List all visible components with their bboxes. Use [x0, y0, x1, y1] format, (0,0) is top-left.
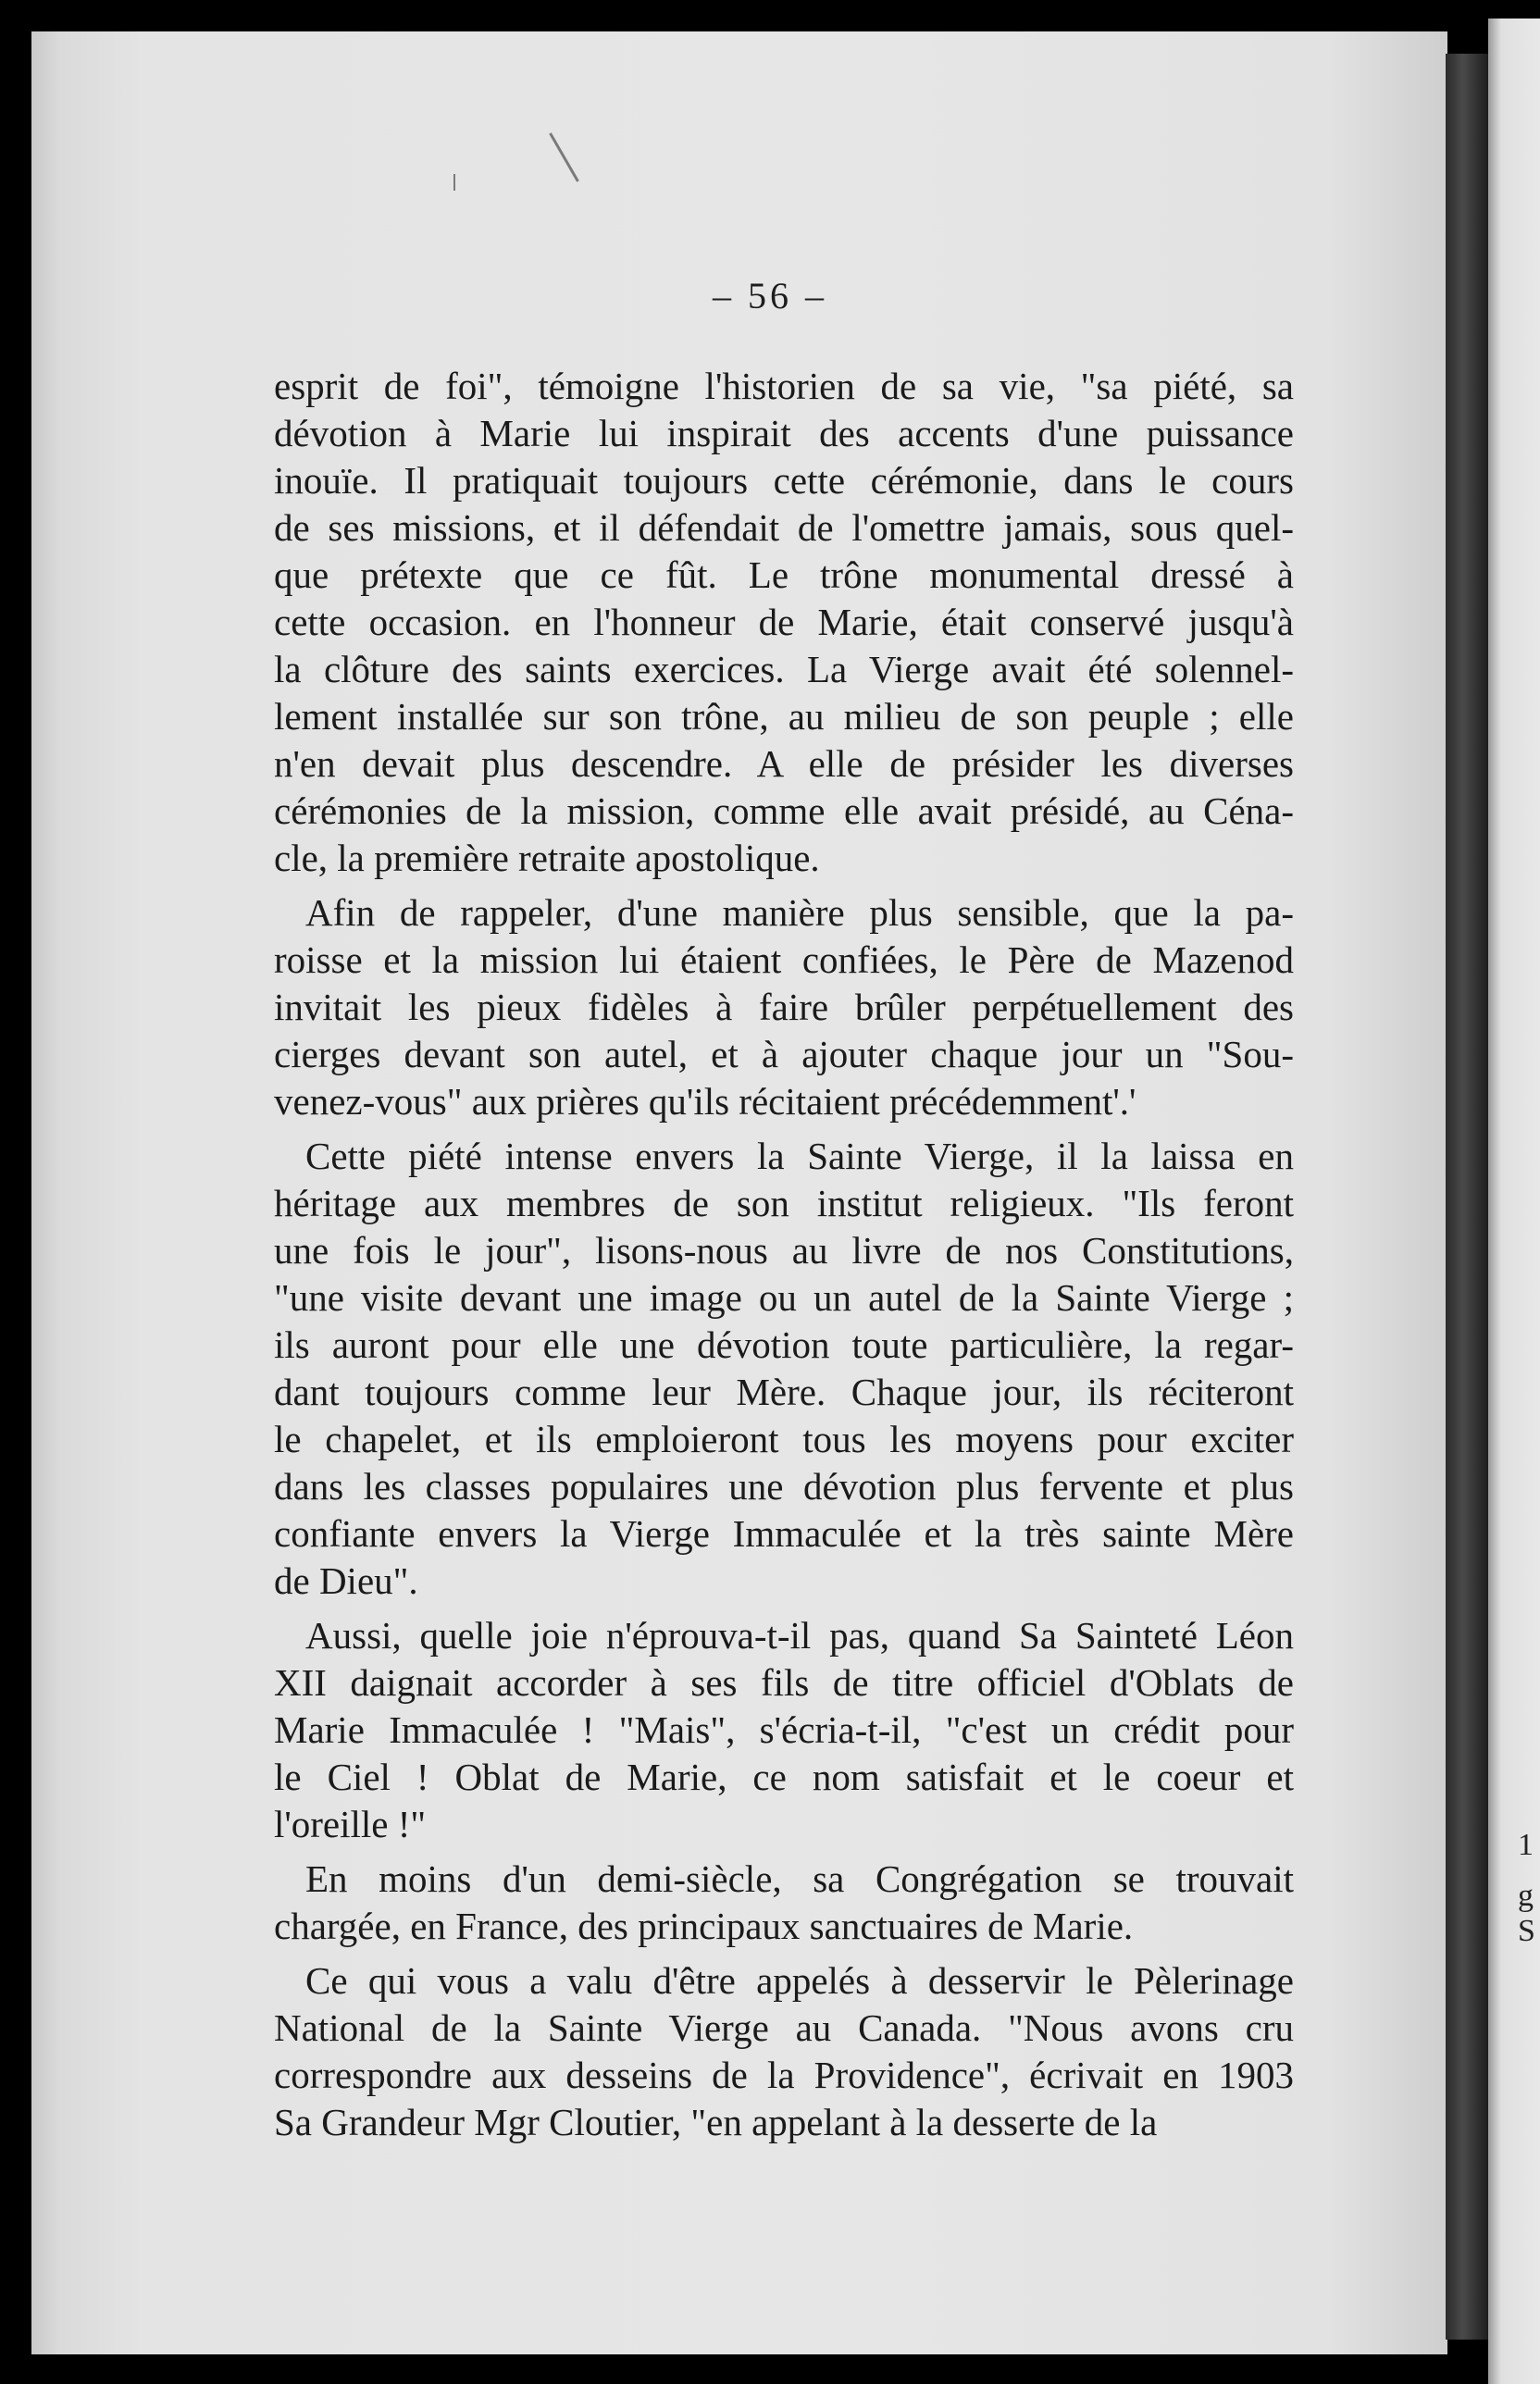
- text-line: cérémonies de la mission, comme elle avait présidé, au Céna-: [274, 789, 1294, 832]
- text-line: invitait les pieux fidèles à faire brûler perpétuellement des: [274, 986, 1294, 1028]
- scan-scratch: [453, 174, 455, 191]
- text-line: Afin de rappeler, d'une manière plus sensible, que la pa-: [305, 891, 1294, 934]
- text-line: Marie Immaculée ! "Mais", s'écria-t-il, "c'est un crédit pour: [274, 1708, 1294, 1751]
- text-line: chargée, en France, des principaux sanctuaires de Marie.: [274, 1905, 1134, 1947]
- text-line: dans les classes populaires une dévotion plus fervente et plus: [274, 1465, 1294, 1508]
- text-line: le chapelet, et ils emploieront tous les moyens pour exciter: [274, 1418, 1294, 1460]
- text-line: cierges devant son autel, et à ajouter chaque jour un "Sou-: [274, 1033, 1294, 1075]
- text-line: venez-vous" aux prières qu'ils récitaient précédemment'.': [274, 1080, 1136, 1123]
- text-line: dant toujours comme leur Mère. Chaque jour, ils réciteront: [274, 1371, 1294, 1413]
- text-line: que prétexte que ce fût. Le trône monumental dressé à: [274, 553, 1294, 596]
- paragraph-gap: [274, 1605, 1294, 1612]
- text-line: de Dieu".: [274, 1559, 418, 1602]
- text-line: roisse et la mission lui étaient confiées, le Père de Mazenod: [274, 938, 1294, 981]
- text-line: le Ciel ! Oblat de Marie, ce nom satisfait et le coeur et: [274, 1756, 1294, 1798]
- paragraph: [274, 1133, 1294, 1605]
- paragraph-gap: [274, 1848, 1294, 1856]
- text-line: lement installée sur son trône, au milieu de son peuple ; elle: [274, 695, 1294, 738]
- text-line: l'oreille !": [274, 1803, 427, 1845]
- paragraph-gap: [274, 882, 1294, 889]
- next-page-fragment: S: [1518, 1914, 1535, 1948]
- text-line: correspondre aux desseins de la Providence", écrivait en 1903: [274, 2054, 1294, 2096]
- paragraph: [274, 889, 1294, 1125]
- text-line: n'en devait plus descendre. A elle de présider les diverses: [274, 742, 1294, 785]
- page-number: – 56 –: [713, 275, 827, 317]
- text-line: la clôture des saints exercices. La Vierge avait été solennel-: [274, 648, 1294, 690]
- paragraph: [274, 1856, 1294, 1950]
- text-line: Ce qui vous a valu d'être appelés à desservir le Pèlerinage: [305, 1959, 1294, 2002]
- text-line: En moins d'un demi-siècle, sa Congrégation se trouvait: [305, 1857, 1294, 1900]
- text-line: dévotion à Marie lui inspirait des accents d'une puissance: [274, 412, 1294, 454]
- text-line: une fois le jour", lisons-nous au livre de nos Constitutions,: [274, 1229, 1294, 1272]
- text-line: Cette piété intense envers la Sainte Vierge, il la laissa en: [305, 1135, 1294, 1177]
- text-line: Sa Grandeur Mgr Cloutier, "en appelant à la desserte de la: [274, 2101, 1158, 2143]
- text-line: confiante envers la Vierge Immaculée et la très sainte Mère: [274, 1512, 1294, 1555]
- text-line: XII daignait accorder à ses fils de titre officiel d'Oblats de: [274, 1661, 1294, 1704]
- text-line: inouïe. Il pratiquait toujours cette cérémonie, dans le cours: [274, 459, 1294, 502]
- text-line: esprit de foi", témoigne l'historien de sa vie, "sa piété, sa: [274, 365, 1294, 407]
- paragraph: [274, 1612, 1294, 1848]
- body-text: [274, 363, 1294, 2146]
- next-page-edge: [1488, 19, 1540, 2384]
- text-line: de ses missions, et il défendait de l'omettre jamais, sous quel-: [274, 506, 1294, 549]
- paragraph: [274, 1957, 1294, 2146]
- page-binding-edge: [1446, 54, 1488, 2340]
- text-line: "une visite devant une image ou un autel de la Sainte Vierge ;: [274, 1276, 1294, 1319]
- paragraph: [274, 363, 1294, 882]
- next-page-fragment: 1: [1518, 1828, 1534, 1862]
- text-line: cette occasion. en l'honneur de Marie, était conservé jusqu'à: [274, 601, 1294, 643]
- text-line: héritage aux membres de son institut religieux. "Ils feront: [274, 1182, 1294, 1224]
- paragraph-gap: [274, 1950, 1294, 1957]
- next-page-fragment: g: [1518, 1879, 1534, 1913]
- text-line: National de la Sainte Vierge au Canada. "Nous avons cru: [274, 2006, 1294, 2049]
- text-line: Aussi, quelle joie n'éprouva-t-il pas, quand Sa Sainteté Léon: [305, 1614, 1294, 1657]
- text-line: cle, la première retraite apostolique.: [274, 837, 820, 879]
- paragraph-gap: [274, 1125, 1294, 1133]
- text-line: ils auront pour elle une dévotion toute particulière, la regar-: [274, 1323, 1294, 1366]
